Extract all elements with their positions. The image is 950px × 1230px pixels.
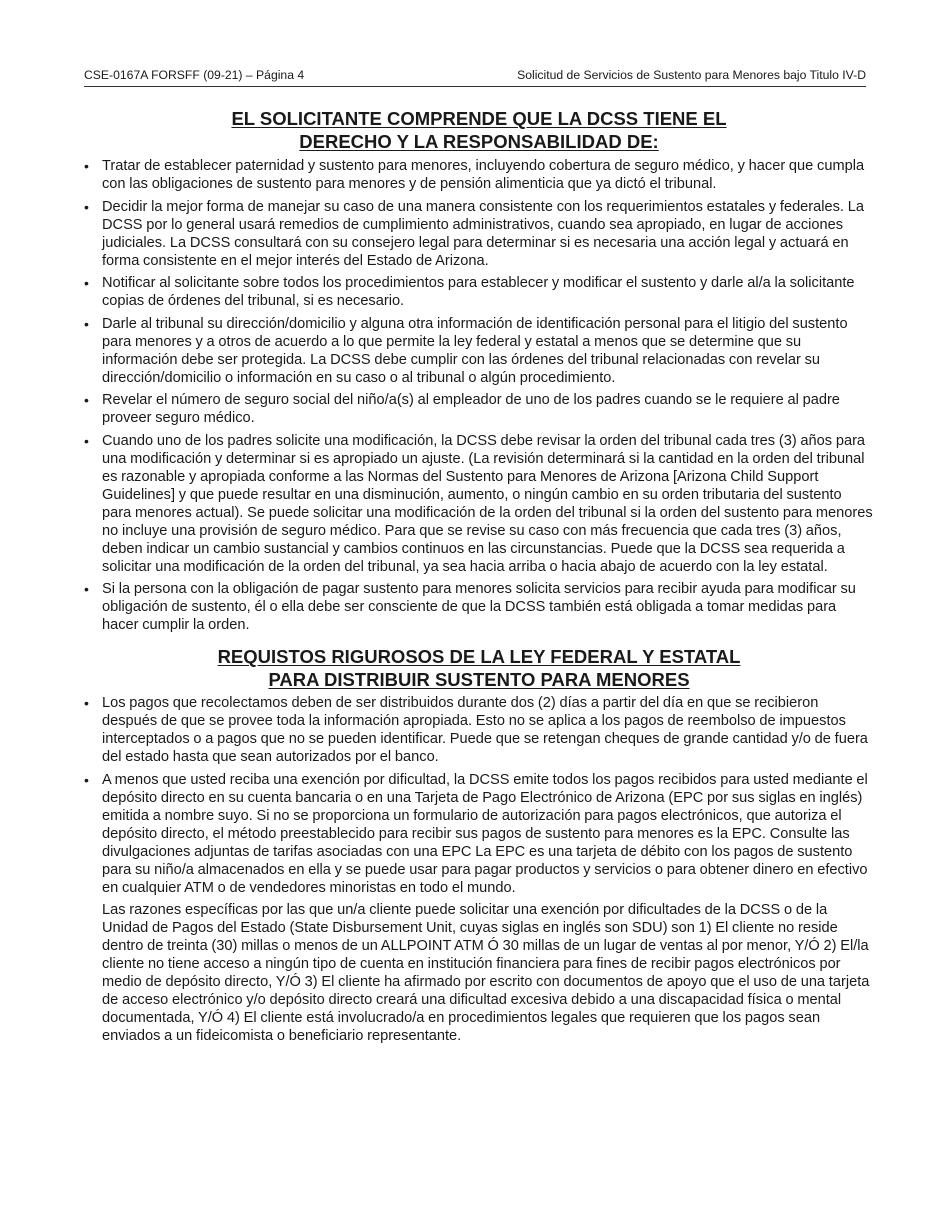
section-title-line: PARA DISTRIBUIR SUSTENTO PARA MENORES [268, 669, 690, 690]
form-id: CSE-0167A FORSFF (09-21) – Página 4 [84, 68, 305, 82]
form-title: Solicitud de Servicios de Sustento para Menores bajo Titulo IV-D [517, 68, 866, 82]
list-item: • Los pagos que recolectamos deben de ser distribuidos durante dos (2) días a partir del día en que se recibieron después de que se provee toda la información apropiada. Esto no se aplica a los pagos de reembolso de impuestos interceptados o a pagos que no se pueden identificar. Puede que se retengan cheques de grande cantidad y/o de fuera del estado hasta que sean autorizados por el banco. [84, 694, 874, 766]
list-item: • Revelar el número de seguro social del niño/a(s) al empleador de uno de los padres cuando se le requiere al padre proveer seguro médico. [84, 391, 874, 427]
list-item: • A menos que usted reciba una exención por dificultad, la DCSS emite todos los pagos recibidos para usted mediante el depósito directo en su cuenta bancaria o en una Tarjeta de Pago Electrónico de Arizona (EPC por sus siglas en inglés) emitida a nombre suyo. Si no se proporciona un formulario de autorización para pagos electrónicos, que autoriza el depósito directo, el método preestablecido para recibir sus pagos de sustento para menores es la EPC. Consulte las divulgaciones adjuntas de tarifas asociadas con una EPC La EPC es una tarjeta de débito con los pagos de sustento para su niño/a almacenados en ella y se puede usar para pagar productos y servicios o para obtener dinero en efectivo en cualquier ATM o de vendedores minoristas en todo el mundo. [84, 771, 874, 897]
section-title-rights [84, 107, 874, 153]
list-item: • Cuando uno de los padres solicite una modificación, la DCSS debe revisar la orden del tribunal cada tres (3) años para una modificación y determinar si es apropiado un ajuste. (La revisión determinará si la cantidad en la orden del tribunal es razonable y apropiada conforme a las Normas del Sustento para Menores de Arizona [Arizona Child Support Guidelines] y que puede resultar en una disminución, aumento, o ningún cambio en su orden tributaria del sustento para menores actual). Se puede solicitar una modificación de la orden del tribunal si la orden del sustento para menores no incluye una provisión de seguro médico. Para que se revise su caso con más frecuencia que cada tres (3) años, deben indicar un cambio sustancial y cambios continuos en las circunstancias. Puede que la DCSS sea requerida a solicitar una modificación de la orden del tribunal, ya sea hacia arriba o hacia abajo de acuerdo con la ley estatal. [84, 432, 874, 576]
hardship-paragraph: Las razones específicas por las que un/a cliente puede solicitar una exención por dificultades de la DCSS o de la Unidad de Pagos del Estado (State Disbursement Unit, cuyas siglas en inglés son SDU) son 1) El cliente no reside dentro de treinta (30) millas o menos de un ALLPOINT ATM Ó 30 millas de un lugar de ventas al por menor, Y/Ó 2) El/la cliente no tiene acceso a ningún tipo de cuenta en institución financiera para fines de recibir pagos electrónicos por medio de depósito directo, Y/Ó 3) El cliente ha afirmado por escrito con documentos de apoyo que el uso de una tarjeta de acceso electrónico y/o depósito directo creará una dificultad excesiva debido a una discapacidad física o mental documentada, Y/Ó 4) El cliente está involucrado/a en procedimientos legales que requieren que los pagos sean enviados a un fideicomista o beneficiario representante. [102, 902, 870, 1044]
section-title-line: EL SOLICITANTE COMPRENDE QUE LA DCSS TIENE EL [231, 108, 727, 129]
section-title-line: REQUISTOS RIGUROSOS DE LA LEY FEDERAL Y ESTATAL [217, 646, 741, 667]
list-item: • Decidir la mejor forma de manejar su caso de una manera consistente con los requerimientos estatales y federales. La DCSS por lo general usará remedios de cumplimiento administrativos, cuando sea apropiado, en lugar de acciones judiciales. La DCSS consultará con su consejero legal para determinar si es necesaria una acción legal y actuará en forma consistente en el mejor interés del Estado de Arizona. [84, 198, 874, 270]
list-item: • Tratar de establecer paternidad y sustento para menores, incluyendo cobertura de seguro médico, y hacer que cumpla con las obligaciones de sustento para menores y de pensión alimenticia que ya dictó el tribunal. [84, 157, 874, 193]
page-header [84, 68, 866, 87]
list-item: • Darle al tribunal su dirección/domicilio y alguna otra información de identificación personal para el litigio del sustento para menores y a otros de acuerdo a lo que permite la ley federal y estatal a menos que se determine que su información debe ser protegida. La DCSS debe cumplir con las órdenes del tribunal relacionadas con revelar su dirección/domicilio o información en su caso o al tribunal o algún procedimiento. [84, 315, 874, 387]
section-title-requirements [84, 645, 874, 691]
section-title-line: DERECHO Y LA RESPONSABILIDAD DE: [299, 131, 659, 152]
list-item: • Si la persona con la obligación de pagar sustento para menores solicita servicios para recibir ayuda para modificar su obligación de sustento, él o ella debe ser consciente de que la DCSS también está obligada a tomar medidas para hacer cumplir la orden. [84, 580, 874, 634]
page-content [84, 107, 874, 1060]
list-item: • Notificar al solicitante sobre todos los procedimientos para establecer y modificar el sustento y darle al/a la solicitante copias de órdenes del tribunal, si es necesario. [84, 274, 874, 310]
requirements-list [84, 694, 874, 897]
rights-list [84, 157, 874, 634]
